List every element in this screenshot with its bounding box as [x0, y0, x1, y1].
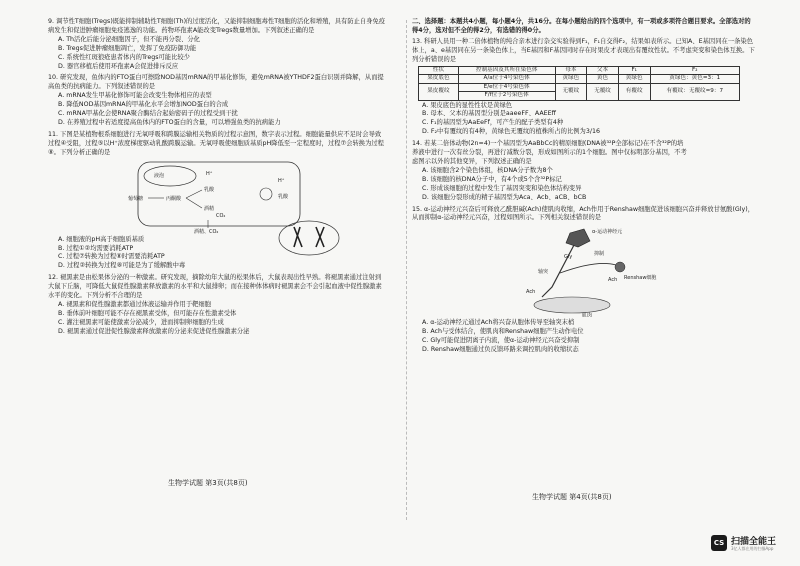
option-a: A. mRNA发生甲基化修饰可能会改变生物体相应的表型	[58, 92, 212, 100]
table-row	[419, 75, 740, 84]
option-a: A. 该细胞含2个染色体组，核DNA分子数为8个	[422, 166, 553, 174]
scanner-tagline: 3亿人都在用的扫描App	[731, 546, 774, 551]
option-a: A. Th活化后能分泌细胞因子，但不能再分裂、分化	[58, 35, 200, 43]
option-d: D. Renshaw细胞通过负反馈环路来调控肌肉的收缩状态	[422, 346, 579, 354]
table-header-cell: 母本	[555, 66, 587, 75]
vacuole-label: 液泡	[154, 172, 165, 179]
co2-label: CO₂	[216, 212, 226, 219]
option-c: C. 灌注褪黑素可能使激素分泌减少，进而抑制卵细胞的生成	[58, 318, 224, 326]
renshaw-cell-icon	[615, 262, 625, 272]
option-b: B. 过程①②均需要消耗ATP	[58, 244, 134, 252]
right-page	[412, 18, 755, 534]
question-13	[412, 38, 755, 137]
inhibit-label: 抑制	[594, 251, 605, 258]
table-cell: 有覆纹：无覆纹=9：7	[650, 83, 739, 100]
option-d: D. F₂中有覆纹的有4种，黄绿色无覆纹的植株所占的比例为3/16	[422, 128, 600, 136]
trait-table	[418, 66, 740, 101]
option-d: D. 褪黑素通过促进促性腺激素释放激素的分泌来促进促性腺激素分泌	[58, 327, 250, 335]
option-c: C. F₁的基因型为AaEeFf，可产生的配子类型有4种	[422, 119, 564, 127]
question-stem: 11. 下图是某植物根系细胞进行无氧呼吸和跨膜运输相关物质的过程示意图，数字表示过程。细胞能量供应不足时会导致过程④受阻，过程⑤以H⁺浓度梯度驱动乳酸跨膜运输。无氧呼吸使细胞质基质pH降低至一定程度时，过程⑦会转换为过程⑧。下列分析正确的是	[48, 130, 384, 156]
option-b: B. 垂体前叶细胞可能不存在褪黑素受体，但可能存在性激素受体	[58, 309, 237, 317]
scanner-logo-icon: CS	[711, 535, 727, 551]
question-10	[48, 74, 386, 127]
question-14	[412, 140, 755, 202]
table-cell: E/e位于4号染色体	[458, 83, 555, 92]
muscle-shape	[534, 297, 610, 313]
renshaw-label: Renshaw细胞	[624, 275, 657, 282]
option-c: C. 过程⑦转换为过程⑧时需要消耗ATP	[58, 253, 165, 261]
table-header-cell: 控制基因及其所在染色体	[458, 66, 555, 75]
option-c: C. 系统性红斑狼疮患者体内的Tregs可能比较少	[58, 53, 190, 61]
option-a: A. α-运动神经元通过Ach将兴奋从胞体传导至轴突末梢	[422, 319, 575, 327]
question-stem: 15. α-运动神经元兴奋后可释放乙酰胆碱(Ach)使肌肉收缩，Ach作用于Renshaw细胞促进该细胞兴奋并释放甘氨酸(Gly)，从而抑制α-运动神经元兴奋，过程如图所示。下列相关叙述错误的是	[412, 205, 755, 222]
question-12	[48, 274, 386, 336]
option-a: A. 细胞液的pH高于细胞质基质	[58, 235, 145, 243]
left-page	[48, 18, 386, 534]
lactate-out-label: 乳酸	[278, 193, 289, 200]
table-cell: 黄绿色：黄色=3：1	[650, 75, 739, 84]
gly-label: Gly	[564, 254, 573, 261]
question-stem: 13. 科研人员用一种二倍体植物的纯合亲本进行杂交实验得到F₁，F₁自交得F₂，结果如表所示。已知A、E基因同在一条染色体上，a、e基因同在另一条染色体上，当E基因和F基因同时存在时果皮才表现出有覆纹性状。不考虑突变和染色体互换。下列分析错误的是	[412, 37, 755, 63]
table-cell: 果皮底色	[419, 75, 459, 84]
option-d: D. 器官移植后使用环孢素A会促进排斥反应	[58, 62, 179, 70]
option-c: C. mRNA甲基化会使RNA聚合酶结合起始密码子的过程受到干扰	[58, 110, 238, 118]
table-header-row	[419, 66, 740, 75]
option-d: D. 过程②转换为过程⑧可能是为了缓解酸中毒	[58, 262, 186, 270]
pyruvate-label: 丙酮酸	[166, 195, 182, 202]
table-cell: 有覆纹	[618, 83, 650, 100]
collateral-line	[560, 264, 616, 274]
option-b: B. Ach与受体结合，使肌肉和Renshaw细胞产生动作电位	[422, 328, 584, 336]
ethanol-label: 酒精	[204, 205, 215, 212]
chromosome-icon	[316, 227, 324, 247]
option-b: B. 该细胞的核DNA分子中，有4个或5个含³²P标记	[422, 175, 562, 183]
vacuole-shape	[144, 166, 196, 186]
section-heading: 二、选择题：本题共4小题，每小题4分，共16分。在每小题给出的四个选项中，有一项或多项符合题目要求。全部选对的得4分，选对但不全的得2分，有选错的得0分。	[412, 18, 751, 34]
question-stem: 9. 调节性T细胞(Tregs)既能抑制辅助性T细胞(Th)的过度活化，又能抑制细胞毒性T细胞的活化和增殖，具有防止自身免疫病发生和促进肿瘤细胞免疫逃逸的功能。药物环孢素A能改变Tregs数量增加。下列叙述正确的是	[48, 18, 386, 34]
scanner-watermark	[711, 533, 795, 557]
axon-label: 轴突	[538, 269, 549, 276]
option-b: B. 母本、父本的基因型分别是aaeeFF、AAEEff	[422, 110, 556, 118]
page-fold-line	[406, 20, 407, 520]
table-cell: 黄绿色	[555, 75, 587, 84]
table-cell: 黄绿色	[618, 75, 650, 84]
page-footer-left: 生物学试题 第3页(共8页)	[168, 479, 248, 487]
option-c: C. Gly可能促进阴离子内流，使α-运动神经元兴奋受抑制	[422, 337, 580, 345]
question-stem: 14. 若某二倍体动物(2n=4)一个基因型为AaBbCc的精原细胞(DNA被³²P全部标记)在不含³²P的培养液中进行一次有丝分裂，再进行减数分裂，形成如图所示的1个细胞。图中仅标明部分基因，不考虑图示以外的其他变异，下列叙述正确的是	[412, 140, 687, 165]
table-cell: 无覆纹	[587, 83, 619, 100]
table-cell: 无覆纹	[555, 83, 587, 100]
option-a: A. 褪黑素和促性腺激素都通过体液运输并作用于靶细胞	[58, 300, 212, 308]
table-header-cell: 父本	[587, 66, 619, 75]
question-15	[412, 206, 755, 355]
neuron-body-icon	[566, 229, 590, 247]
arrow	[186, 190, 202, 198]
table-header-cell: F₁	[618, 66, 650, 75]
question-stem: 12. 褪黑素是由松果体分泌的一种激素。研究发现，摘除幼年大鼠的松果体后，大鼠表现出性早熟。将褪黑素通过注射到大鼠下丘脑，可降低大鼠促性腺激素释放激素的水平和大鼠排卵；而在接种体体病时褪黑素会不会引起血液中促性腺激素水平的变化。下列分析不合理的是	[48, 274, 382, 300]
neuron-label: α-运动神经元	[592, 229, 623, 236]
option-d: D. 在养殖过程中若适度提高鱼体内的FTO蛋白的含量，可以增强鱼类的抗病能力	[58, 118, 281, 126]
table-cell: 黄色	[587, 75, 619, 84]
option-b: B. 降低NOD基因mRNA的甲基化水平会增加NOD蛋白的合成	[58, 101, 229, 109]
table-cell: F/f位于2号染色体	[458, 92, 555, 101]
scanner-name: 扫描全能王	[731, 537, 777, 547]
option-c: C. 形成该细胞的过程中发生了基因突变和染色体结构变异	[422, 184, 582, 192]
table-cell: 果皮覆纹	[419, 83, 459, 100]
chromosome-figure	[276, 219, 342, 257]
ach-label: Ach	[608, 277, 618, 284]
chromosome-diagram	[276, 219, 342, 257]
option-b: B. Tregs促进肿瘤细胞凋亡，发挥了免疫防御功能	[58, 44, 197, 52]
neuron-figure	[512, 225, 712, 317]
hplus-out-label: H⁺	[278, 177, 285, 184]
arrow	[186, 198, 202, 208]
table-row	[419, 83, 740, 92]
option-d: D. 该细胞分裂形成的精子基因型为Aca、Acb、aCB、bCB	[422, 193, 587, 201]
question-9	[48, 18, 386, 71]
ach-label-2: Ach	[526, 289, 536, 296]
table-header-cell: 性状	[419, 66, 459, 75]
question-stem: 10. 研究发现，鱼体内的FTO蛋白可擦除NOD基因mRNA的甲基化修饰，避免mRNA被YTHDF2蛋白识别并降解，从而提高鱼类的抗病能力。下列叙述错误的是	[48, 74, 384, 91]
neuron-diagram	[512, 225, 712, 317]
ethanol-co2-label: 酒精、CO₂	[194, 228, 219, 234]
glucose-label: 葡萄糖	[128, 195, 144, 202]
page-footer-right: 生物学试题 第4页(共8页)	[532, 493, 612, 501]
chromosome-icon	[294, 227, 302, 247]
table-header-cell: F₂	[650, 66, 739, 75]
option-a: A. 果皮底色的显性性状是黄绿色	[422, 101, 513, 109]
transporter-icon	[260, 188, 272, 200]
table-cell: A/a位于4号染色体	[458, 75, 555, 84]
lactate-label: 乳酸	[204, 186, 215, 193]
muscle-label: 肌肉	[582, 313, 593, 318]
hplus-label: H⁺	[206, 170, 213, 177]
cell-outline	[279, 221, 339, 255]
